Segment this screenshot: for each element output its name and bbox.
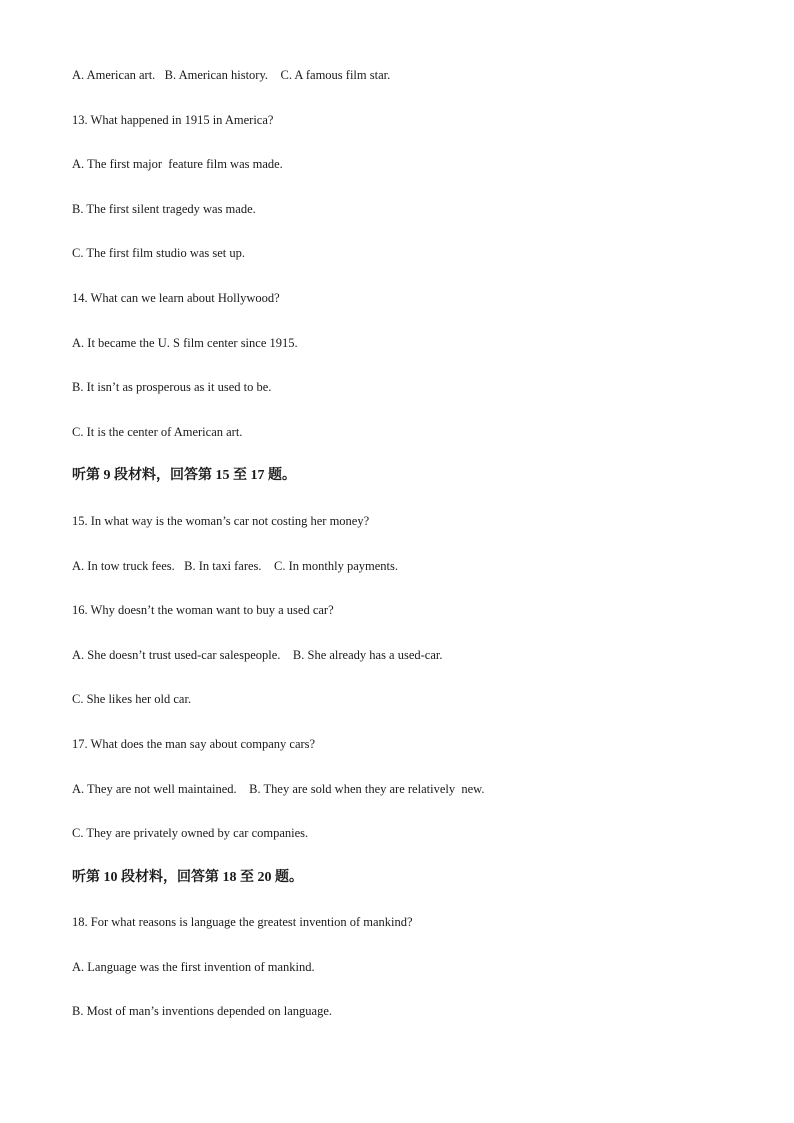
option-line: C. She likes her old car.	[72, 692, 192, 707]
option-line: B. It isn’t as prosperous as it used to be.	[72, 380, 272, 395]
option-line: A. Language was the first invention of mankind.	[72, 959, 315, 974]
option-line: A. In tow truck fees. B. In taxi fares. C. In monthly payments.	[72, 558, 398, 573]
question-17: 17. What does the man say about company cars?	[72, 736, 316, 751]
option-line: C. The first film studio was set up.	[72, 246, 246, 261]
option-line: A. It became the U. S film center since 1915.	[72, 335, 298, 350]
question-16: 16. Why doesn’t the woman want to buy a used car?	[72, 603, 334, 618]
option-line: A. American art. B. American history. C. A famous film star.	[72, 68, 391, 82]
question-13: 13. What happened in 1915 in America?	[72, 112, 274, 127]
question-15: 15. In what way is the woman’s car not costing her money?	[72, 513, 370, 528]
option-line: A. The first major feature film was made.	[72, 157, 283, 172]
option-line: A. She doesn’t trust used-car salespeople. B. She already has a used-car.	[72, 647, 443, 662]
option-line: A. They are not well maintained. B. They are sold when they are relatively new.	[72, 781, 485, 796]
section-heading-10: 听第 10 段材料，回答第 18 至 20 题。	[72, 869, 303, 885]
question-18: 18. For what reasons is language the greatest invention of mankind?	[72, 915, 413, 930]
option-line: C. They are privately owned by car companies.	[72, 826, 309, 841]
section-heading-9: 听第 9 段材料，回答第 15 至 17 题。	[72, 468, 296, 484]
option-line: B. The first silent tragedy was made.	[72, 201, 256, 216]
option-line: B. Most of man’s inventions depended on language.	[72, 1004, 333, 1019]
question-14: 14. What can we learn about Hollywood?	[72, 290, 280, 305]
option-line: C. It is the center of American art.	[72, 424, 243, 439]
document-page	[72, 66, 752, 1047]
